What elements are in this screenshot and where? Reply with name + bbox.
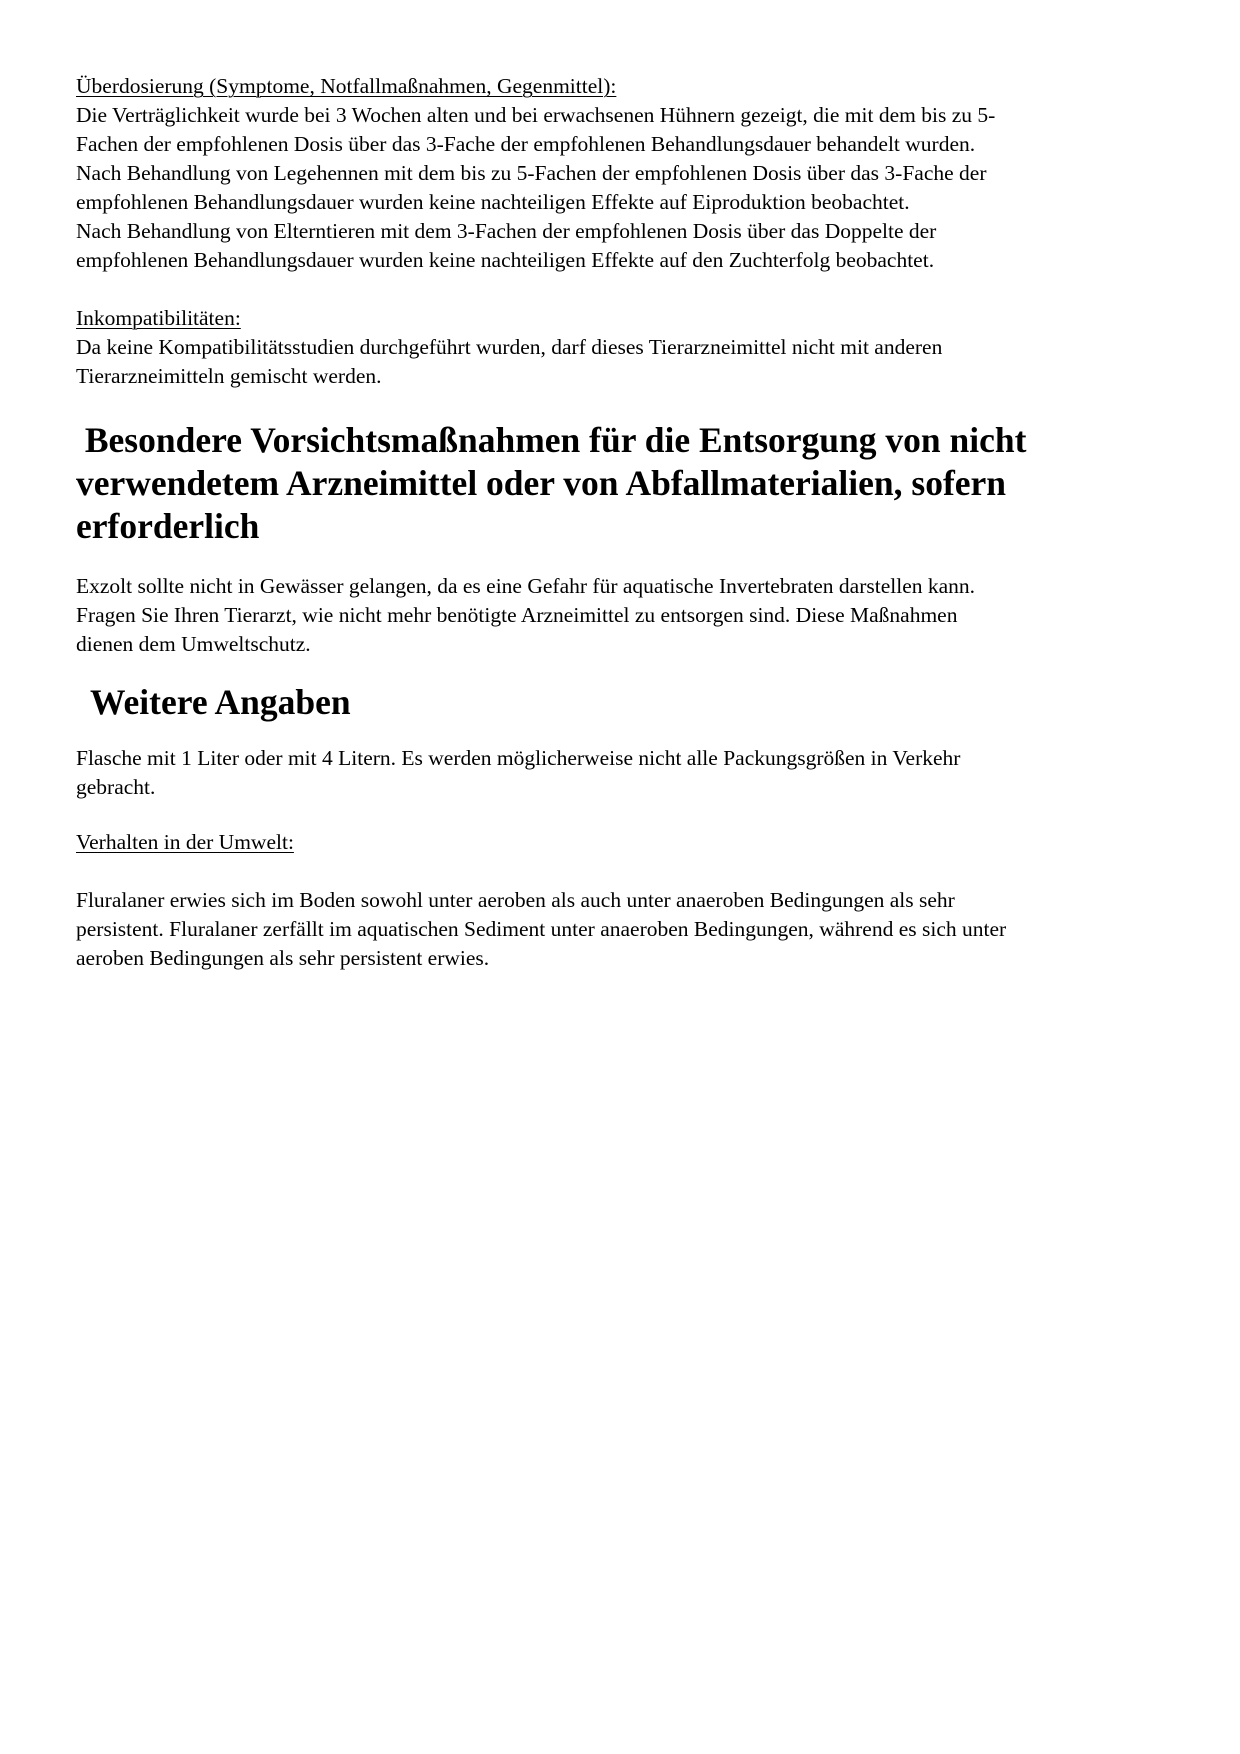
- spacer: [76, 857, 1176, 886]
- document-page: [76, 72, 1176, 973]
- text-line: aeroben Bedingungen als sehr persistent erwies.: [76, 946, 490, 970]
- spacer: [76, 802, 1176, 828]
- text-line: Tierarzneimitteln gemischt werden.: [76, 364, 382, 388]
- disposal-paragraph: [76, 572, 1176, 659]
- further-paragraph: [76, 744, 1176, 802]
- disposal-heading: [76, 419, 1176, 548]
- text-line: gebracht.: [76, 775, 156, 799]
- heading-line: Besondere Vorsichtsmaßnahmen für die Entsorgung von nicht: [76, 420, 1027, 460]
- text-line: empfohlenen Behandlungsdauer wurden keine nachteiligen Effekte auf den Zuchterfolg beobachtet.: [76, 248, 935, 272]
- text-line: Nach Behandlung von Elterntieren mit dem 3-Fachen der empfohlenen Dosis über das Doppelte der: [76, 219, 937, 243]
- spacer: [76, 275, 1176, 304]
- text-line: Die Verträglichkeit wurde bei 3 Wochen alten und bei erwachsenen Hühnern gezeigt, die mit dem bis zu 5-: [76, 103, 996, 127]
- environment-paragraph: [76, 886, 1176, 973]
- heading-line: erforderlich: [76, 506, 260, 546]
- text-line: persistent. Fluralaner zerfällt im aquatischen Sediment unter anaeroben Bedingungen, während es sich unter: [76, 917, 1007, 941]
- spacer: [76, 391, 1176, 419]
- text-line: Flasche mit 1 Liter oder mit 4 Litern. Es werden möglicherweise nicht alle Packungsgrößen in Verkehr: [76, 746, 961, 770]
- text-line: Da keine Kompatibilitätsstudien durchgeführt wurden, darf dieses Tierarzneimittel nicht mit anderen: [76, 335, 943, 359]
- spacer: [76, 659, 1176, 681]
- environment-label: Verhalten in der Umwelt:: [76, 830, 294, 854]
- overdose-label: Überdosierung (Symptome, Notfallmaßnahmen, Gegenmittel):: [76, 74, 617, 98]
- overdose-paragraph: [76, 101, 1176, 275]
- heading-line: verwendetem Arzneimittel oder von Abfallmaterialien, sofern: [76, 463, 1007, 503]
- further-heading: Weitere Angaben: [90, 682, 351, 722]
- text-line: Exzolt sollte nicht in Gewässer gelangen, da es eine Gefahr für aquatische Invertebraten darstellen kann.: [76, 574, 976, 598]
- incompatibilities-label: Inkompatibilitäten:: [76, 306, 241, 330]
- spacer: [76, 724, 1176, 744]
- text-line: Nach Behandlung von Legehennen mit dem bis zu 5-Fachen der empfohlenen Dosis über das 3-Fache der: [76, 161, 987, 185]
- incompatibilities-paragraph: [76, 333, 1176, 391]
- spacer: [76, 548, 1176, 572]
- text-line: Fluralaner erwies sich im Boden sowohl unter aeroben als auch unter anaeroben Bedingungen als sehr: [76, 888, 955, 912]
- text-line: empfohlenen Behandlungsdauer wurden keine nachteiligen Effekte auf Eiproduktion beobachtet.: [76, 190, 910, 214]
- text-line: Fachen der empfohlenen Dosis über das 3-Fache der empfohlenen Behandlungsdauer behandelt wurden.: [76, 132, 976, 156]
- text-line: Fragen Sie Ihren Tierarzt, wie nicht mehr benötigte Arzneimittel zu entsorgen sind. Diese Maßnahmen: [76, 603, 958, 627]
- text-line: dienen dem Umweltschutz.: [76, 632, 311, 656]
